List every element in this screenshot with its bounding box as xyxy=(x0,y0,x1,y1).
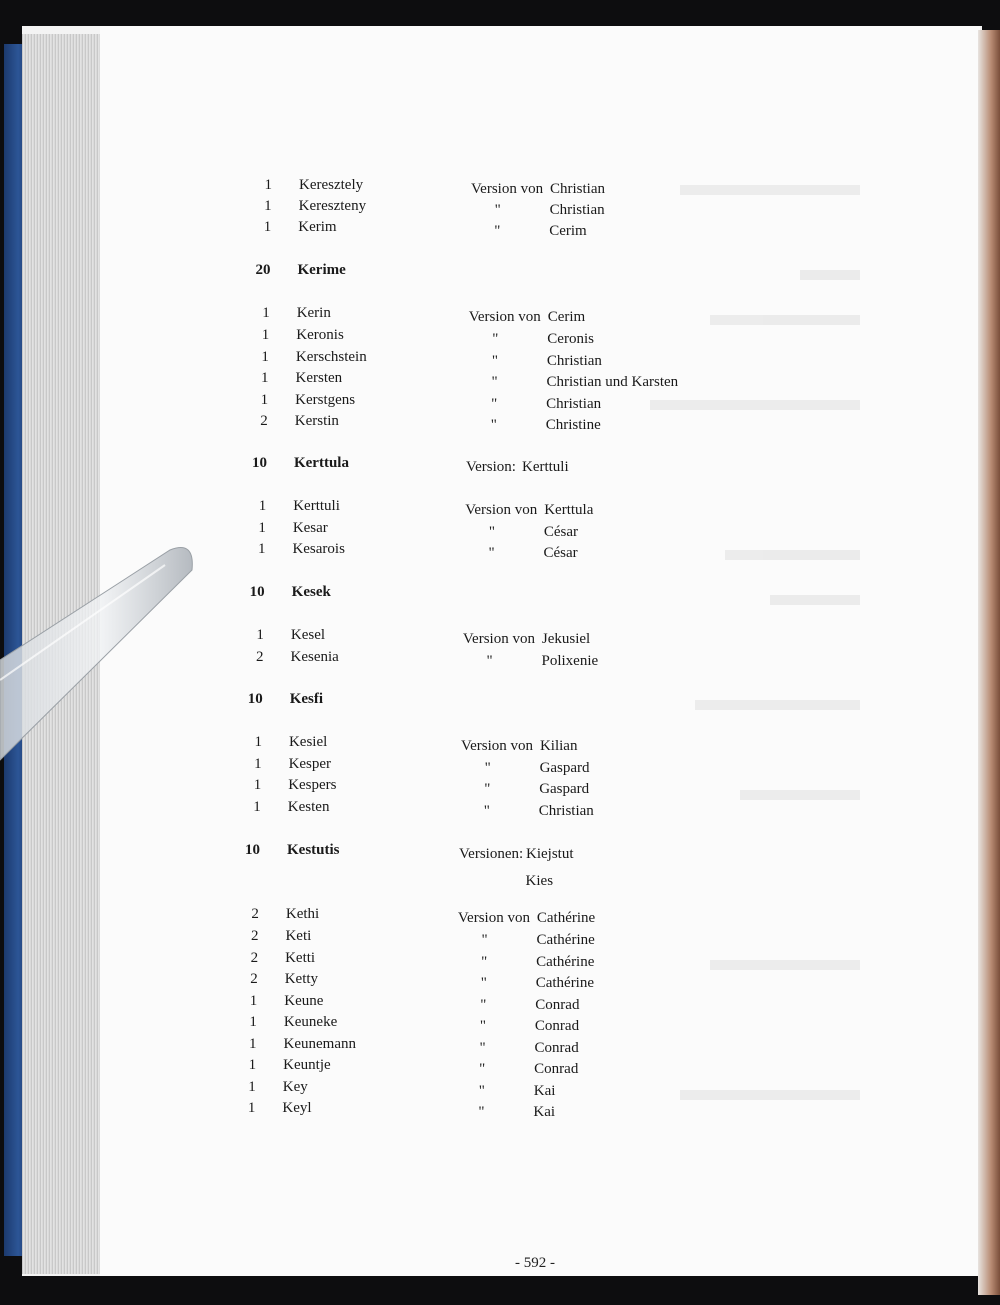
entry-variant: Kerttula xyxy=(544,502,594,518)
entry-name: Keti xyxy=(285,928,312,944)
entry-count: 1 xyxy=(264,177,272,193)
entry-note: " xyxy=(480,997,487,1013)
entry-variant: César xyxy=(543,524,578,540)
entry-variant: Jekusiel xyxy=(541,631,591,647)
entry-count: 1 xyxy=(262,305,270,321)
entry-name: Key xyxy=(282,1079,308,1095)
entry-count: 10 xyxy=(247,691,263,707)
entry-name: Kerin xyxy=(296,305,331,321)
entry-count: 2 xyxy=(250,971,258,987)
entry-note: " xyxy=(483,803,490,819)
entry-count: 1 xyxy=(261,370,269,386)
entry-count: 1 xyxy=(254,756,262,772)
entry-count: 1 xyxy=(249,1014,257,1030)
entry-count: 1 xyxy=(261,349,269,365)
entry-note: Version: xyxy=(465,459,516,475)
entry-variant: Christian und Karsten xyxy=(546,374,679,390)
entry-variant: Christian xyxy=(546,353,602,369)
entry-note: " xyxy=(491,396,498,412)
entry-variant: Kiejstut xyxy=(526,846,574,862)
entry-variant: Christian xyxy=(549,202,605,218)
entry-count: 10 xyxy=(251,455,267,471)
entry-count: 1 xyxy=(249,1036,257,1052)
entry-name: Kerim xyxy=(298,219,337,235)
entry-variant: Kai xyxy=(533,1083,556,1099)
entry-name: Kesper xyxy=(288,756,332,772)
entry-variant: Gaspard xyxy=(539,781,590,797)
entry-name: Kerstin xyxy=(294,413,339,429)
entry-name: Keronis xyxy=(296,327,344,343)
entry-note: " xyxy=(481,954,488,970)
entry-note: Version von xyxy=(471,181,544,197)
entry-variant: Cathérine xyxy=(536,932,595,948)
entry-name: Kesfi xyxy=(289,691,324,707)
entry-note: " xyxy=(491,353,499,369)
entry-name: Kerttula xyxy=(293,455,349,471)
entry-variant: Cathérine xyxy=(535,975,595,991)
entry-name: Ketty xyxy=(284,971,319,987)
entry-variant: Conrad xyxy=(534,1018,580,1034)
entry-name: Keune xyxy=(284,993,324,1009)
entry-variant: Kerttuli xyxy=(521,459,569,475)
entry-name: Kerstgens xyxy=(295,392,356,408)
entry-name: Kesel xyxy=(290,627,326,643)
entry-count: 2 xyxy=(256,649,264,665)
entry-count: 2 xyxy=(250,950,259,966)
entry-note: " xyxy=(481,932,488,948)
entry-count: 1 xyxy=(257,541,266,557)
entry-variant: Cerim xyxy=(547,309,586,325)
entry-count: 1 xyxy=(253,799,261,815)
page-number: - 592 - xyxy=(515,1255,555,1271)
entry-count: 2 xyxy=(251,906,259,922)
entry-count: 1 xyxy=(253,777,262,793)
entry-name: Keuneke xyxy=(283,1014,338,1030)
entry-note: " xyxy=(491,374,498,390)
entry-count: 1 xyxy=(247,1100,256,1116)
entry-name: Kesenia xyxy=(290,649,339,665)
entry-name: Kereszteny xyxy=(298,198,367,214)
entry-name: Kesten xyxy=(287,799,330,815)
entry-variant: Kies xyxy=(525,873,554,889)
entry-note: Version von xyxy=(457,910,530,926)
entry-name: Kerttuli xyxy=(293,498,340,514)
entry-count: 2 xyxy=(260,413,268,429)
entry-count: 1 xyxy=(254,734,262,750)
entry-note: " xyxy=(478,1083,485,1099)
entry-name: Keresztely xyxy=(299,177,364,193)
entry-note: " xyxy=(479,1040,486,1056)
entry-note: " xyxy=(479,1061,486,1077)
entry-note: " xyxy=(494,223,501,239)
entry-count: 1 xyxy=(248,1079,256,1095)
entry-note: Version von xyxy=(468,309,541,325)
entry-note: Version von xyxy=(465,502,538,518)
entry-count: 1 xyxy=(256,627,264,643)
entry-note: " xyxy=(486,653,493,669)
entry-name: Kesek xyxy=(291,584,331,600)
entry-name: Kespers xyxy=(288,777,337,793)
entry-variant: Polixenie xyxy=(541,653,599,669)
entry-count: 2 xyxy=(250,928,259,944)
entry-name: Keuntje xyxy=(283,1057,331,1073)
entry-name: Kesarois xyxy=(292,541,345,557)
entry-name: Kesiel xyxy=(288,734,328,750)
entry-variant: Conrad xyxy=(534,1061,579,1077)
entry-variant: Conrad xyxy=(534,1040,579,1056)
entry-note: Versionen: xyxy=(459,846,524,862)
entry-note: " xyxy=(484,760,491,776)
entry-variant: Christian xyxy=(546,396,602,412)
entry-name: Ketti xyxy=(285,950,316,966)
entry-note: Version von xyxy=(462,631,535,647)
entry-note: " xyxy=(488,545,495,561)
entry-name: Kethi xyxy=(285,906,320,922)
entry-note: " xyxy=(494,202,501,218)
entry-name: Keunemann xyxy=(283,1036,357,1052)
entry-variant: Christian xyxy=(550,181,605,197)
entry-note: " xyxy=(492,331,499,347)
entry-name: Kestutis xyxy=(287,842,340,858)
entry-note: Version von xyxy=(460,738,534,754)
entry-note: " xyxy=(480,975,487,991)
entry-note: " xyxy=(478,1104,485,1120)
entry-name: Kesar xyxy=(292,520,328,536)
entry-count: 1 xyxy=(261,327,270,343)
entry-variant: Gaspard xyxy=(539,760,590,776)
entry-variant: Cathérine xyxy=(536,954,595,970)
entry-note: " xyxy=(484,781,491,797)
entry-variant: Kilian xyxy=(539,738,578,754)
entry-variant: Cathérine xyxy=(536,910,596,926)
entry-count: 20 xyxy=(255,262,271,278)
entry-note: " xyxy=(488,524,495,540)
entry-variant: César xyxy=(543,545,578,561)
entry-count: 1 xyxy=(258,520,266,536)
entry-variant: Ceronis xyxy=(547,331,594,347)
entry-note: " xyxy=(479,1018,487,1034)
entry-note: " xyxy=(490,417,497,433)
entry-count: 10 xyxy=(249,584,265,600)
entry-count: 1 xyxy=(248,1057,257,1073)
entry-count: 1 xyxy=(249,993,258,1009)
entry-name: Keyl xyxy=(282,1100,312,1116)
entry-name: Kersten xyxy=(295,370,343,386)
entry-variant: Christine xyxy=(545,417,601,433)
entry-name: Kerschstein xyxy=(295,349,367,365)
entry-variant: Cerim xyxy=(549,223,587,239)
entry-variant: Conrad xyxy=(535,997,580,1013)
entry-count: 1 xyxy=(258,498,267,514)
entry-variant: Christian xyxy=(538,803,594,819)
entry-name: Kerime xyxy=(297,262,346,278)
entry-count: 10 xyxy=(245,842,261,858)
entry-count: 1 xyxy=(263,219,272,235)
entry-variant: Kai xyxy=(533,1104,556,1120)
entry-count: 1 xyxy=(264,198,272,214)
entry-count: 1 xyxy=(260,392,269,408)
